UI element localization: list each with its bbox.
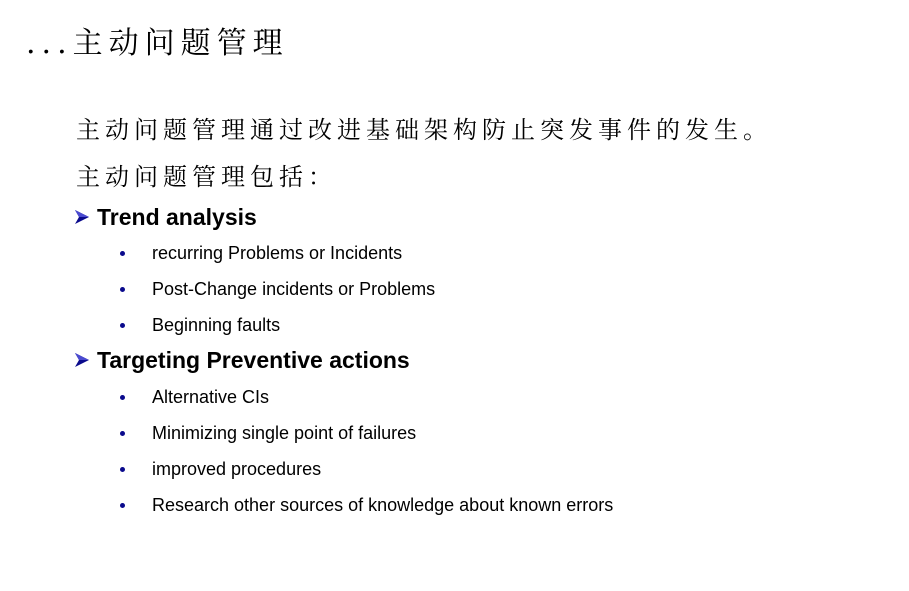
list-item: recurring Problems or Incidents	[120, 242, 402, 264]
bullet-dot-icon	[120, 503, 125, 508]
list-item: improved procedures	[120, 458, 321, 480]
bullet-dot-icon	[120, 323, 125, 328]
list-item: Research other sources of knowledge about known errors	[120, 494, 613, 516]
bullet-dot-icon	[120, 395, 125, 400]
list-item: Alternative CIs	[120, 386, 269, 408]
section-targeting-preventive-actions	[74, 346, 410, 374]
bullet-dot-icon	[120, 251, 125, 256]
slide-title: ...主动问题管理	[26, 26, 289, 61]
arrow-bullet-icon	[74, 209, 90, 225]
section-trend-analysis	[74, 203, 257, 231]
arrow-bullet-icon	[74, 352, 90, 368]
intro-statement: 主动问题管理通过改进基础架构防止突发事件的发生。	[76, 116, 772, 144]
bullet-dot-icon	[120, 467, 125, 472]
bullet-dot-icon	[120, 431, 125, 436]
section-label: Trend analysis	[97, 204, 257, 230]
intro-includes: 主动问题管理包括：	[76, 163, 337, 191]
list-item: Minimizing single point of failures	[120, 422, 416, 444]
section-label: Targeting Preventive actions	[97, 347, 410, 373]
list-item: Post-Change incidents or Problems	[120, 278, 435, 300]
list-item: Beginning faults	[120, 314, 280, 336]
bullet-dot-icon	[120, 287, 125, 292]
